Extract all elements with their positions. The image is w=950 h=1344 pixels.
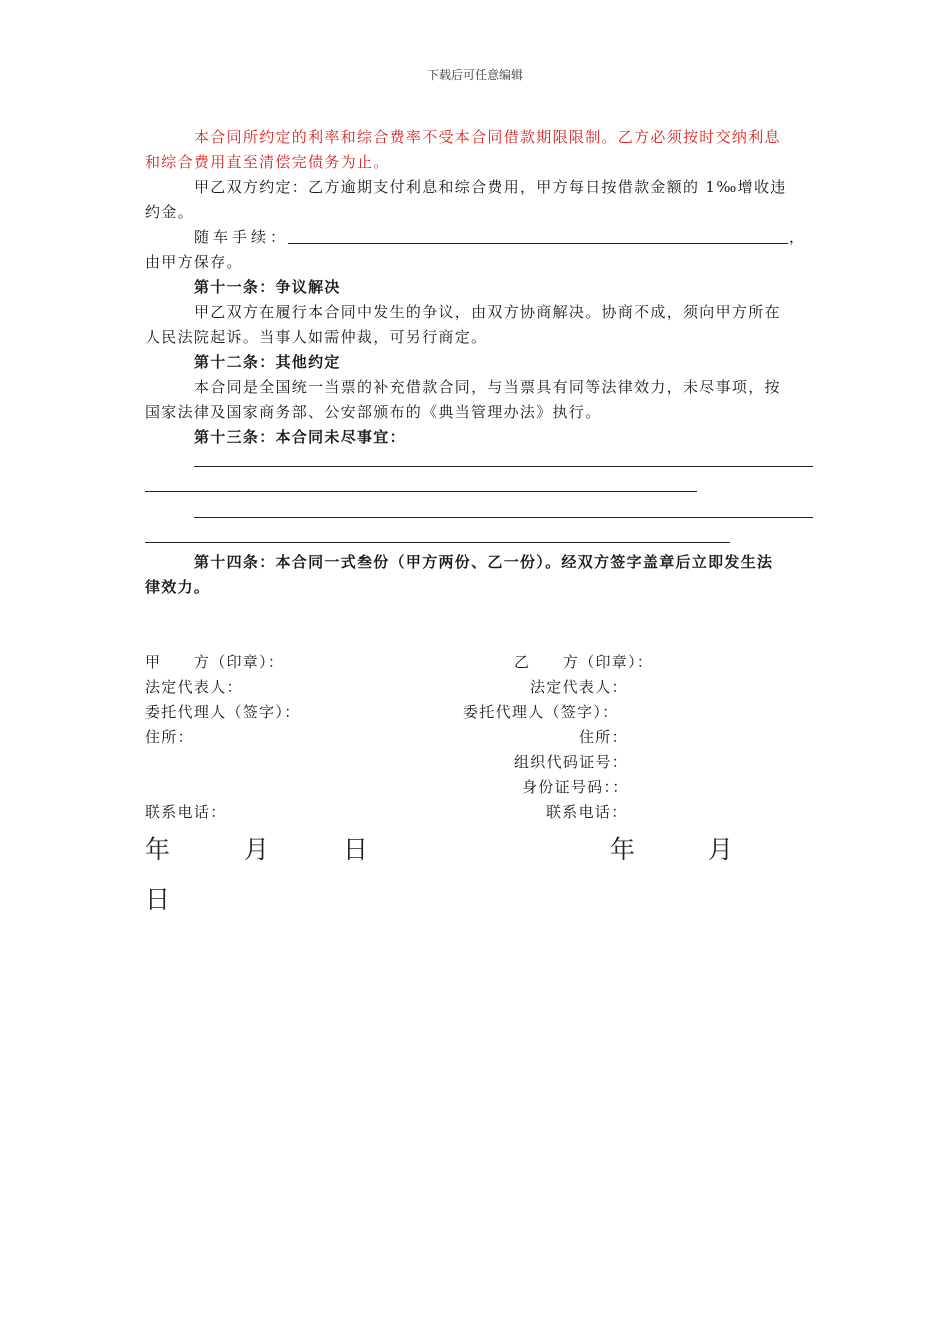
article13-fill-line4 [145, 542, 730, 543]
article12-title: 第十二条：其他约定 [194, 353, 341, 371]
party-b-agent: 委托代理人（签字）： [463, 703, 619, 721]
para-red-line1: 本合同所约定的利率和综合费率不受本合同借款期限限制。乙方必须按时交纳利息 [194, 128, 781, 146]
party-a-address: 住所： [145, 728, 194, 746]
procedures-fill-line [288, 243, 788, 244]
article14-line2: 律效力。 [145, 578, 211, 596]
date-a-day: 日 [343, 835, 369, 864]
article13-title: 第十三条：本合同未尽事宜： [194, 428, 406, 446]
procedures-label: 随车手续： [194, 228, 290, 246]
date-b-day: 日 [145, 885, 171, 914]
party-a-legal-rep: 法定代表人： [145, 678, 243, 696]
article11-title: 第十一条：争议解决 [194, 278, 341, 296]
article12-line2: 国家法律及国家商务部、公安部颁布的《典当管理办法》执行。 [145, 403, 602, 421]
party-b-id-number: 身份证号码：： [522, 778, 629, 796]
party-a-agent: 委托代理人（签字）： [145, 703, 301, 721]
date-b-year: 年 [610, 835, 636, 864]
party-a-seal: 甲 方（印章）： [145, 653, 285, 671]
procedures-line2: 由甲方保存。 [145, 253, 243, 271]
article13-fill-line3 [194, 517, 813, 518]
para-red-line2: 和综合费用直至清偿完债务为止。 [145, 153, 390, 171]
page-header: 下载后可任意编辑 [426, 68, 523, 82]
article14-line1: 第十四条：本合同一式叁份（甲方两份、乙一份）。经双方签字盖章后立即发生法 [194, 553, 774, 571]
article11-line1: 甲乙双方在履行本合同中发生的争议，由双方协商解决。协商不成，须向甲方所在 [194, 303, 781, 321]
party-b-legal-rep: 法定代表人： [530, 678, 628, 696]
procedures-comma: ， [789, 228, 806, 246]
article13-fill-line2 [145, 491, 697, 492]
article13-fill-line1 [194, 466, 813, 467]
date-b-month: 月 [708, 835, 734, 864]
article11-line2: 人民法院起诉。当事人如需仲裁，可另行商定。 [145, 328, 488, 346]
para-penalty-line2: 约金。 [145, 203, 194, 221]
party-b-seal: 乙 方（印章）： [514, 653, 654, 671]
party-b-phone: 联系电话： [546, 803, 628, 821]
party-b-org-code: 组织代码证号： [514, 753, 629, 771]
article12-line1: 本合同是全国统一当票的补充借款合同，与当票具有同等法律效力，未尽事项，按 [194, 378, 781, 396]
date-a-year: 年 [145, 835, 171, 864]
party-b-address: 住所： [579, 728, 628, 746]
party-a-phone: 联系电话： [145, 803, 227, 821]
para-penalty-line1: 甲乙双方约定：乙方逾期支付利息和综合费用，甲方每日按借款金额的 1‰增收违 [194, 178, 787, 196]
date-a-month: 月 [244, 835, 270, 864]
